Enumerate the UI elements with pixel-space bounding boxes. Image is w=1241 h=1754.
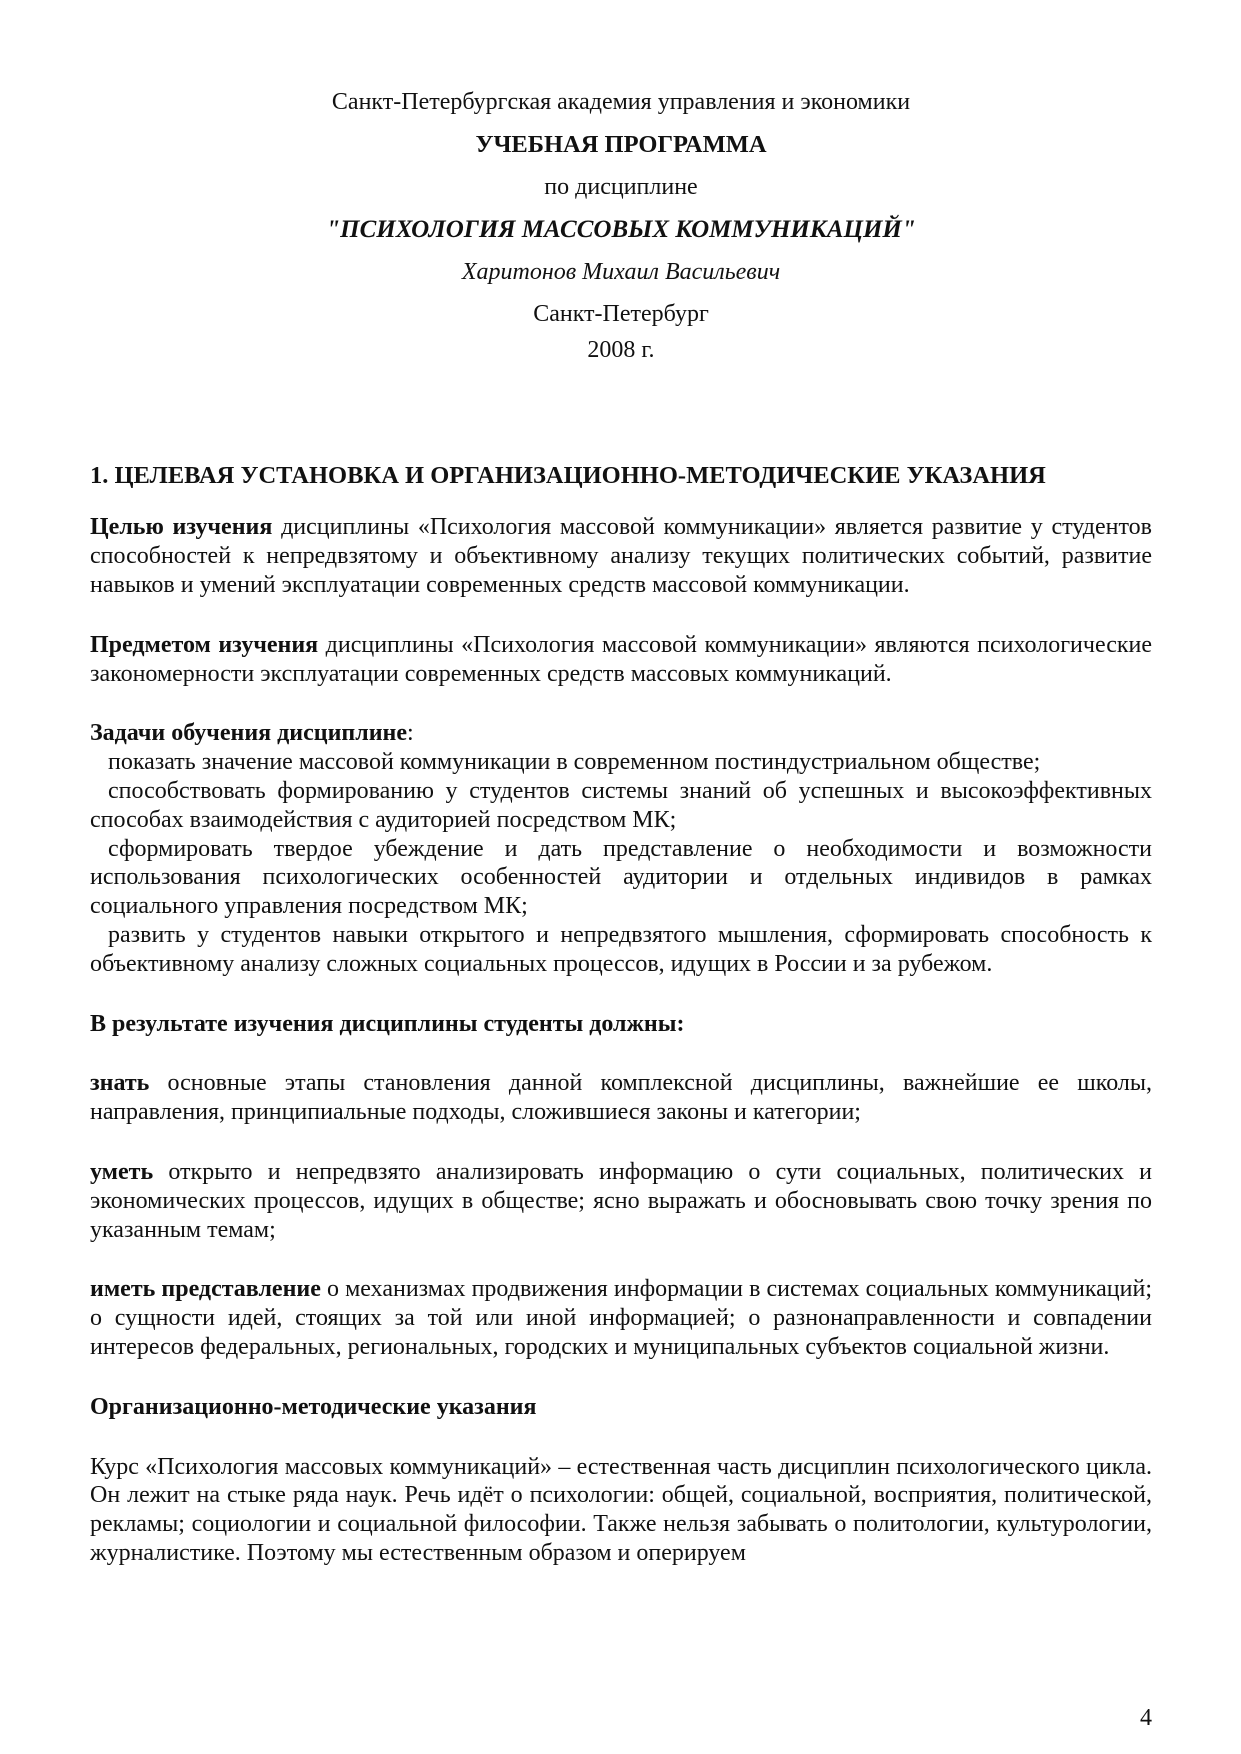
know-text: основные этапы становления данной комплексной дисциплины, важнейшие ее школы, направления, принципиальные подходы, сложившиеся законы и категории; — [90, 1070, 1152, 1126]
org-heading: Организационно-методические указания — [90, 1393, 537, 1420]
be-able-label: уметь — [90, 1158, 154, 1185]
task-item: развить у студентов навыки открытого и непредвзятого мышления, сформировать способность к объективному анализу сложных социальных процессов, идущих в России и за рубежом. — [90, 921, 1152, 977]
goal-label: Целью изучения — [90, 514, 273, 541]
have-idea-paragraph — [90, 1275, 1152, 1361]
goal-paragraph — [90, 513, 1152, 599]
author-name: Харитонов Михаил Васильевич — [461, 259, 781, 285]
discipline-name: "ПСИХОЛОГИЯ МАССОВЫХ КОММУНИКАЦИЙ" — [326, 216, 916, 243]
have-idea-text: о механизмах продвижения информации в системах социальных коммуникаций; о сущности идей, стоящих за той или иной информацией; о разнонаправленности и совпадении интересов федеральных, региональных, городских и муниципальных субъектов социальной жизни. — [90, 1276, 1153, 1360]
know-label: знать — [90, 1070, 150, 1097]
results-heading: В результате изучения дисциплины студенты должны: — [90, 1010, 685, 1037]
tasks-colon: : — [407, 720, 414, 747]
task-item: способствовать формированию у студентов системы знаний об успешных и высокоэффективных способах взаимодействия с аудиторией посредством МК; — [90, 777, 1152, 833]
tasks-label: Задачи обучения дисциплине — [90, 720, 408, 747]
institution-name: Санкт-Петербургская академия управления и экономики — [331, 89, 911, 115]
year: 2008 г. — [587, 337, 655, 363]
be-able-text: открыто и непредвзято анализировать информацию о сути социальных, политических и экономических процессов, идущих в обществе; ясно выражать и обосновывать свою точку зрения по указанным темам; — [90, 1158, 1152, 1243]
document-title: УЧЕБНАЯ ПРОГРАММА — [475, 131, 767, 158]
section-1 — [90, 461, 1152, 1568]
subject-text: дисциплины «Психология массовой коммуникации» являются психологические закономерности эксплуатации современных средств массовых коммуникаций. — [90, 631, 1153, 687]
have-idea-label: иметь представление — [90, 1276, 321, 1303]
task-item: показать значение массовой коммуникации в современном постиндустриальном обществе; — [108, 749, 1041, 776]
know-paragraph — [90, 1069, 1152, 1127]
org-paragraph: Курс «Психология массовых коммуникаций» – естественная часть дисциплин психологического цикла. Он лежит на стыке ряда наук. Речь идёт о психологии: общей, социальной, восприятия, политической, рекламы; социологии и социальной философии. Также нельзя забывать о политологии, культурологии, журналистике. Поэтому мы естественным образом и оперируем — [90, 1453, 1152, 1566]
discipline-intro: по дисциплине — [544, 174, 698, 200]
subject-label: Предметом изучения — [90, 631, 319, 658]
goal-text: дисциплины «Психология массовой коммуникации» является развитие у студентов способностей к непредвзятому и объективному анализу текущих политических событий, развитие навыков и умений эксплуатации современных средств массовой коммуникации. — [90, 514, 1152, 598]
page-number: 4 — [1140, 1705, 1152, 1731]
city: Санкт-Петербург — [533, 301, 709, 327]
task-item: сформировать твердое убеждение и дать представление о необходимости и возможности использования психологических особенностей аудитории и отдельных индивидов в рамках социального управления посредством МК; — [90, 835, 1152, 920]
section-title: 1. ЦЕЛЕВАЯ УСТАНОВКА И ОРГАНИЗАЦИОННО-МЕТОДИЧЕСКИЕ УКАЗАНИЯ — [90, 462, 1046, 489]
be-able-paragraph — [90, 1158, 1152, 1244]
tasks-heading — [90, 719, 1152, 748]
subject-paragraph — [90, 631, 1152, 689]
